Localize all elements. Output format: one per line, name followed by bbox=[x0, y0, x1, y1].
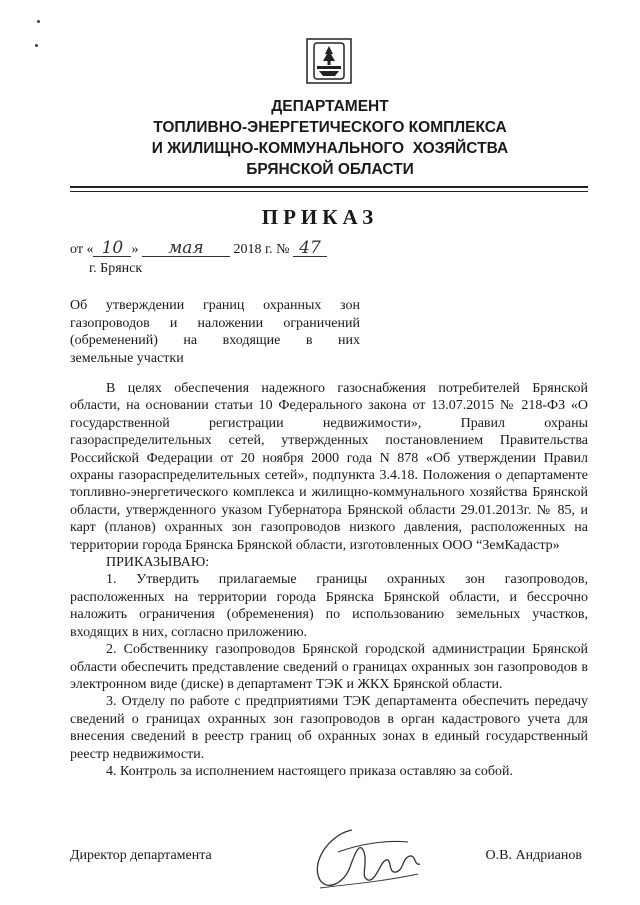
header-line-3: И ЖИЛИЩНО-КОММУНАЛЬНОГО ХОЗЯЙСТВА bbox=[151, 140, 509, 157]
date-prefix: от bbox=[70, 242, 83, 257]
order-item-4: 4. Контроль за исполнением настоящего приказа оставляю за собой. bbox=[106, 763, 514, 779]
date-line: от « 10 » мая 2018 г. № 47 bbox=[70, 240, 327, 258]
subject-line: газопроводов и наложении ограничений bbox=[70, 315, 360, 331]
number-label: № bbox=[276, 242, 290, 257]
header-divider-thick bbox=[70, 186, 588, 188]
order-item-1: 1. Утвердить прилагаемые границы охранных зон газопроводов, расположенных на территории города Брянска Брянской области, и бессрочно наложить ограничения (обременения) по использованию земельных участков, входящих в них, согласно приложению. bbox=[70, 572, 588, 640]
subject-line: земельные участки bbox=[70, 350, 184, 366]
date-day: 10 bbox=[93, 240, 131, 257]
date-year: 2018 г. bbox=[233, 242, 273, 257]
header-line-4: БРЯНСКОЙ ОБЛАСТИ bbox=[246, 161, 414, 178]
department-header bbox=[100, 96, 560, 180]
subject-line: (обременений) на входящие в них bbox=[70, 333, 360, 348]
order-number: 47 bbox=[293, 240, 327, 257]
header-line-2: ТОПЛИВНО-ЭНЕРГЕТИЧЕСКОГО КОМПЛЕКСА bbox=[153, 119, 507, 136]
preamble-paragraph: В целях обеспечения надежного газоснабжения потребителей Брянской области, на основании статьи 10 Федерального закона от 13.07.2015 № 218-ФЗ «О государственной регистрации недвижимости», Правил охраны газораспределительных сетей, утвержденных постановлением Правительства Российской Федерации от 20 ноября 2000 года N 878 «Об утверждении Правил охраны газораспределительных сетей», подпункта 3.4.18. Положения о департаменте топливно-энергетического комплекса и жилищно-коммунального хозяйства Брянской области, утвержденного указом Губернатора Брянской области 29.01.2013г. № 85, и карт (планов) охранных зон газопроводов низкого давления, расположенных на территории города Брянска Брянской области, изготовленных ООО “ЗемКадастр» bbox=[70, 381, 588, 553]
order-item-3: 3. Отделу по работе с предприятиями ТЭК департамента обеспечить передачу сведений о границах охранных зон газопроводов в орган кадастрового учета для внесения сведений в реестр границ об охранных зонах в единый государственный реестр недвижимости. bbox=[70, 694, 588, 762]
scan-speck bbox=[35, 44, 38, 47]
order-subject bbox=[70, 297, 360, 367]
header-divider-thin bbox=[70, 191, 588, 192]
scan-speck bbox=[37, 20, 40, 23]
subject-line: Об утверждении границ охранных зон bbox=[70, 298, 360, 313]
header-line-1: ДЕПАРТАМЕНТ bbox=[271, 98, 389, 115]
city: г. Брянск bbox=[89, 261, 143, 276]
order-word: ПРИКАЗЫВАЮ: bbox=[106, 555, 210, 571]
handwritten-signature bbox=[290, 822, 430, 897]
order-body bbox=[70, 380, 588, 780]
regional-coat-of-arms-icon bbox=[306, 38, 352, 84]
signer-role: Директор департамента bbox=[70, 848, 212, 863]
date-month: мая bbox=[142, 240, 230, 257]
order-item-2: 2. Собственнику газопроводов Брянской городской администрации Брянской области обеспечить представление сведений о границах охранных зон газопроводов в электронном виде (диске) в департамент ТЭК и ЖКХ Брянской области. bbox=[70, 642, 588, 692]
document-title: ПРИКАЗ bbox=[261, 205, 379, 229]
signer-name: О.В. Андрианов bbox=[485, 848, 582, 863]
